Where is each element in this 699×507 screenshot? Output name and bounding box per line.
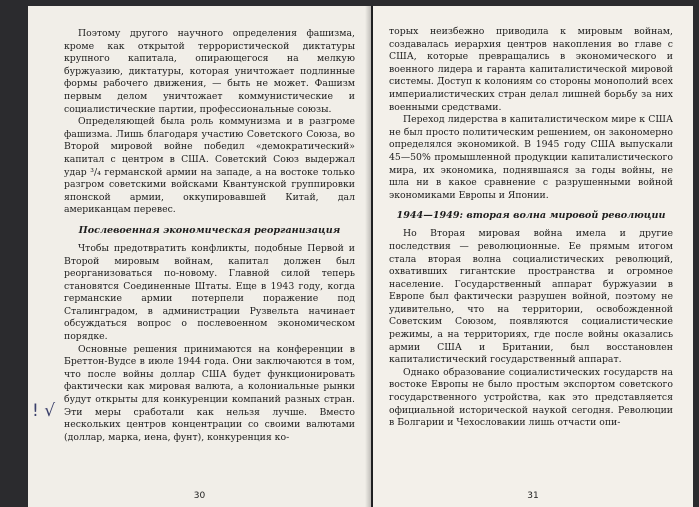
paragraph: Но Вторая мировая война имела и другие последствия — революционные. Ее прямым итогом стала вторая волна социалистических революций, охвативших гигантские пространства и огромное население. Государственный аппарат буржуазии в Европе был фактически разрушен войной, поэтому не удивительно, что на территории, освобожденной Советским Союзом, появляются социалистические режимы, а на территориях, где после войны оказались армии США и Британии, был восстановлен капиталистический государственный аппарат. bbox=[389, 228, 673, 366]
paragraph: Чтобы предотвратить конфликты, подобные Первой и Второй мировым войнам, капитал должен был реорганизоваться по-новому. Главной силой теперь становятся Соединенные Штаты. Еще в 1943 году, когда германские армии потерпели поражение под Сталинградом, в администрации Рузвельта начинает обсуждаться вопрос о послевоенном экономическом порядке. bbox=[64, 242, 355, 343]
paragraph: Переход лидерства в капиталистическом мире к США не был просто политическим решением, он закономерно определялся экономикой. В 1945 году США выпускали 45—50% промышленной продукции капиталистического мира, их экономика, поднявшаяся за годы войны, не шла ни в какое сравнение с разрушенными войной экономиками Европы и Японии. bbox=[389, 114, 673, 201]
paragraph: Основные решения принимаются на конференции в Бреттон-Вудсе в июле 1944 года. Они заключаются в том, что после войны доллар США будет функционировать фактически как мировая валюта, а колониальные рынки будут открыты для конкуренции компаний разных стран. Эти меры сработали как нельзя лучше. Вместо нескольких центров концентрации со своими валютами (доллар, марка, иена, фунт), конкуренция ко- bbox=[64, 343, 355, 443]
right-page bbox=[373, 6, 693, 507]
right-page-text bbox=[389, 26, 673, 430]
paragraph: торых неизбежно приводила к мировым войнам, создавалась иерархия центров накопления во главе с США, которые превращались в экономического и военного лидера и гаранта капиталистической мировой системы. Доступ к колониям со стороны монополий всех империалистических стран делал лишней борьбу за них военными средствами. bbox=[389, 26, 673, 113]
margin-handwritten-mark: ! √ bbox=[32, 401, 56, 421]
paragraph: Определяющей была роль коммунизма и в разгроме фашизма. Лишь благодаря участию Советского Союза, во Второй мировой войне победил «демократический» капитал с центром в США. Советский Союз выдержал удар ³/₄ германской армии на западе, а на востоке только разгром советскими войсками Квантунской группировки японской армии, оккупировавшей Китай, дал американцам перевес. bbox=[64, 116, 355, 216]
page-number: 30 bbox=[193, 491, 206, 501]
section-heading: 1944—1949: вторая волна мировой революции bbox=[396, 210, 666, 222]
left-page-text bbox=[64, 28, 355, 444]
section-heading: Послевоенная экономическая реорганизация bbox=[78, 224, 341, 236]
page-number: 31 bbox=[527, 491, 539, 501]
left-page bbox=[28, 6, 371, 507]
paragraph: Однако образование социалистических государств на востоке Европы не было простым экспортом советского государственного устройства, как это представляется официальной исторической наукой сегодня. Революции в Болгарии и Чехословакии лишь отчасти опи- bbox=[389, 366, 673, 429]
paragraph: Поэтому другого научного определения фашизма, кроме как открытой террористической диктатуры крупного капитала, опирающегося на мелкую буржуазию, диктатуры, которая уничтожает подлинные формы рабочего движения, — быть не может. Фашизм первым делом уничтожает коммунистические и социалистические партии, профессиональные союзы. bbox=[64, 28, 355, 115]
